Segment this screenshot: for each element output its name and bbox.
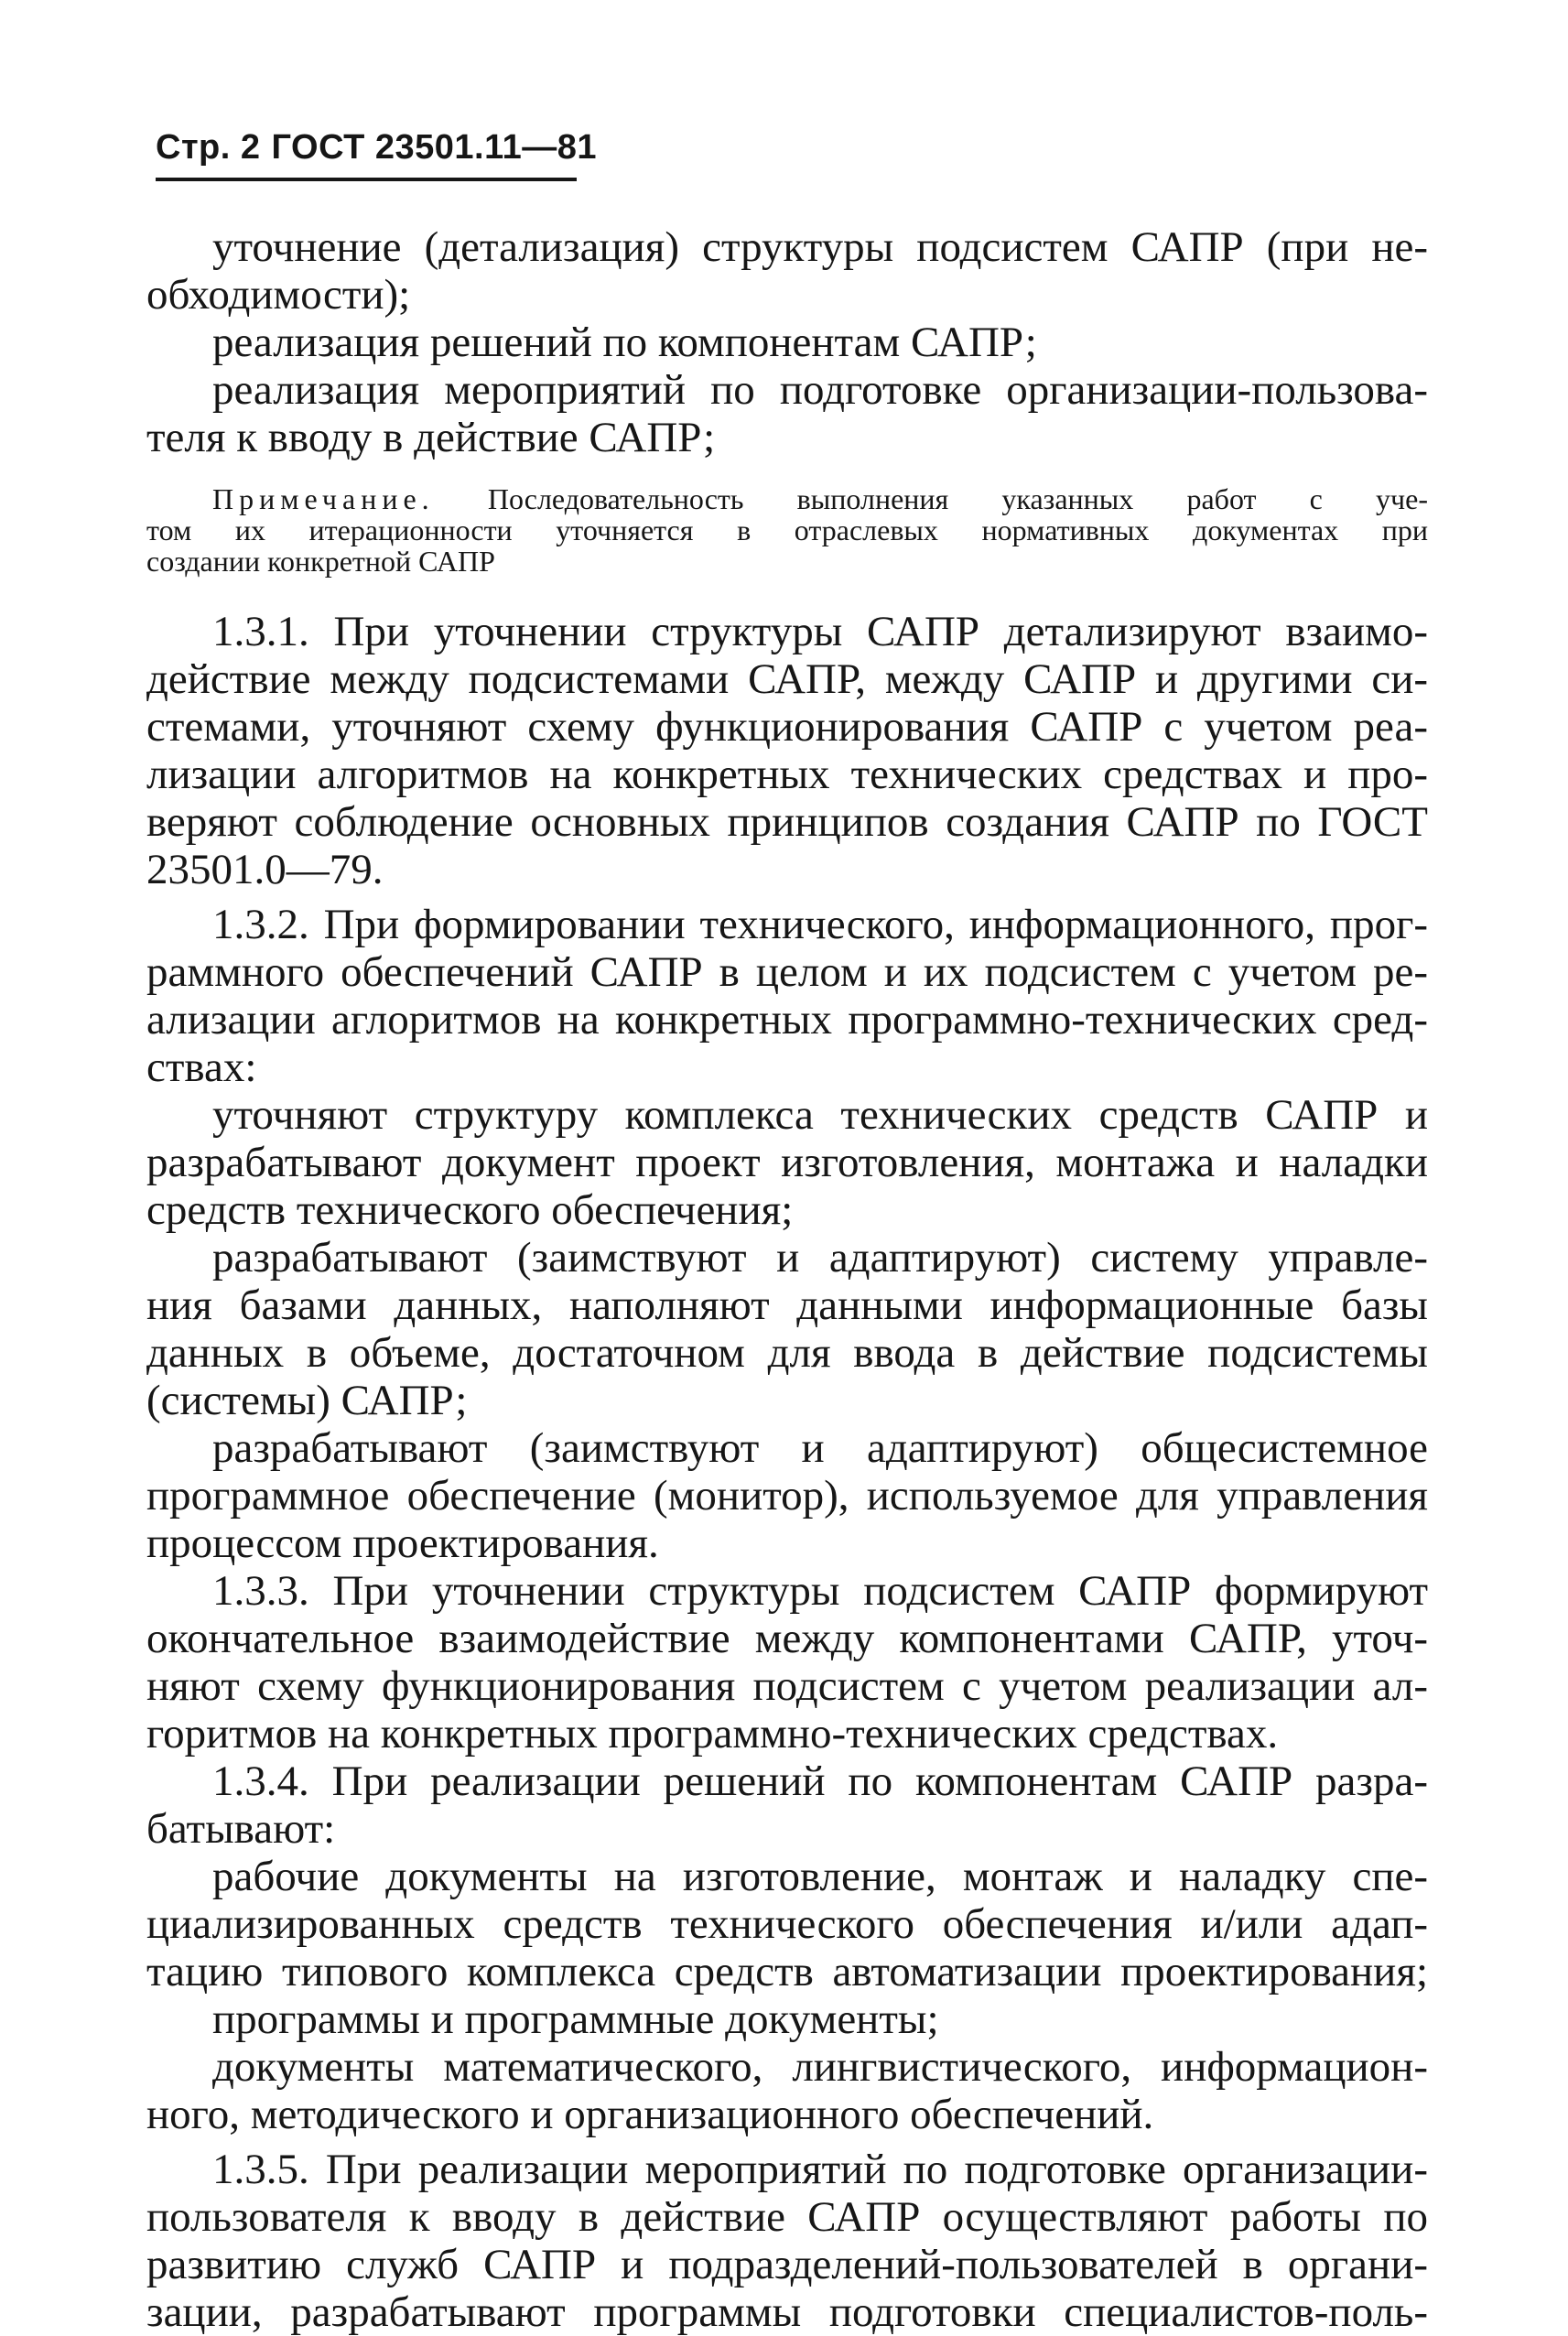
text-line: уточнение (детализация) структуры подсистем САПР (при не-: [212, 223, 1428, 271]
text-line: ствах:: [146, 1044, 257, 1091]
standard-designation: ГОСТ 23501.11—81: [271, 128, 598, 167]
note-line: том их итерационности уточняется в отраслевых нормативных документах при: [146, 514, 1428, 546]
text-line: средств технического обеспечения;: [146, 1186, 794, 1234]
text-line: разрабатывают документ проект изготовления, монтажа и наладки: [146, 1139, 1428, 1186]
note-label: Примечание.: [212, 482, 435, 515]
text-line: (системы) САПР;: [146, 1377, 468, 1424]
text-line: документы математического, лингвистического, информацион-: [212, 2043, 1428, 2091]
note-block: [146, 483, 1428, 577]
text-line: зации, разрабатывают программы подготовки специалистов-поль-: [146, 2288, 1428, 2336]
header-rule: [156, 178, 577, 181]
text-line: развитию служб САПР и подразделений-пользователей в органи-: [146, 2241, 1428, 2288]
text-line: программы и программные документы;: [212, 1995, 939, 2043]
text-line: батывают:: [146, 1805, 336, 1853]
text-line: тацию типового комплекса средств автоматизации проектирования;: [146, 1948, 1428, 1995]
text-line: циализированных средств технического обеспечения и/или адап-: [146, 1900, 1428, 1948]
note-text: Последовательность выполнения указанных работ с уче-: [487, 482, 1429, 515]
text-line: лизации алгоритмов на конкретных технических средствах и про-: [146, 751, 1428, 798]
text-line: 1.3.2. При формировании технического, информационного, прог-: [212, 901, 1428, 948]
text-line: горитмов на конкретных программно-технических средствах.: [146, 1710, 1279, 1757]
text-line: разрабатывают (заимствуют и адаптируют) систему управле-: [212, 1234, 1428, 1282]
text-line: 1.3.5. При реализации мероприятий по подготовке организации-: [212, 2146, 1428, 2193]
text-line: 1.3.4. При реализации решений по компонентам САПР разра-: [212, 1757, 1428, 1805]
text-line: теля к вводу в действие САПР;: [146, 414, 716, 461]
text-line: 23501.0—79.: [146, 846, 384, 893]
text-line: действие между подсистемами САПР, между САПР и другими си-: [146, 655, 1428, 703]
text-line: разрабатывают (заимствуют и адаптируют) общесистемное: [212, 1424, 1428, 1472]
text-line: рабочие документы на изготовление, монтаж и наладку спе-: [212, 1853, 1428, 1900]
document-body: [146, 223, 1428, 2336]
note-line: создании конкретной САПР: [146, 545, 495, 578]
text-line: 1.3.1. При уточнении структуры САПР детализируют взаимо-: [212, 608, 1428, 655]
text-line: стемами, уточняют схему функционирования САПР с учетом реа-: [146, 703, 1428, 751]
text-line: пользователя к вводу в действие САПР осуществляют работы по: [146, 2193, 1428, 2241]
text-line: ного, методического и организационного обеспечений.: [146, 2091, 1154, 2138]
text-line: процессом проектирования.: [146, 1519, 659, 1567]
running-header: [156, 126, 608, 168]
text-line: раммного обеспечений САПР в целом и их подсистем с учетом ре-: [146, 948, 1428, 996]
text-line: уточняют структуру комплекса технических средств САПР и: [212, 1091, 1428, 1139]
text-line: ния базами данных, наполняют данными информационные базы: [146, 1282, 1428, 1329]
text-line: обходимости);: [146, 271, 411, 319]
text-line: программное обеспечение (монитор), используемое для управления: [146, 1472, 1428, 1519]
text-line: реализация мероприятий по подготовке организации-пользова-: [212, 366, 1428, 414]
note-line: [146, 483, 1428, 514]
text-line: ализации аглоритмов на конкретных программно-технических сред-: [146, 996, 1428, 1044]
text-line: няют схему функционирования подсистем с учетом реализации ал-: [146, 1662, 1428, 1710]
text-line: веряют соблюдение основных принципов создания САПР по ГОСТ: [146, 798, 1428, 846]
text-line: 1.3.3. При уточнении структуры подсистем САПР формируют: [212, 1567, 1428, 1615]
text-line: окончательное взаимодействие между компонентами САПР, уточ-: [146, 1615, 1428, 1662]
text-line: данных в объеме, достаточном для ввода в действие подсистемы: [146, 1329, 1428, 1377]
text-line: реализация решений по компонентам САПР;: [212, 319, 1037, 366]
page-number-label: Стр. 2: [156, 128, 261, 167]
